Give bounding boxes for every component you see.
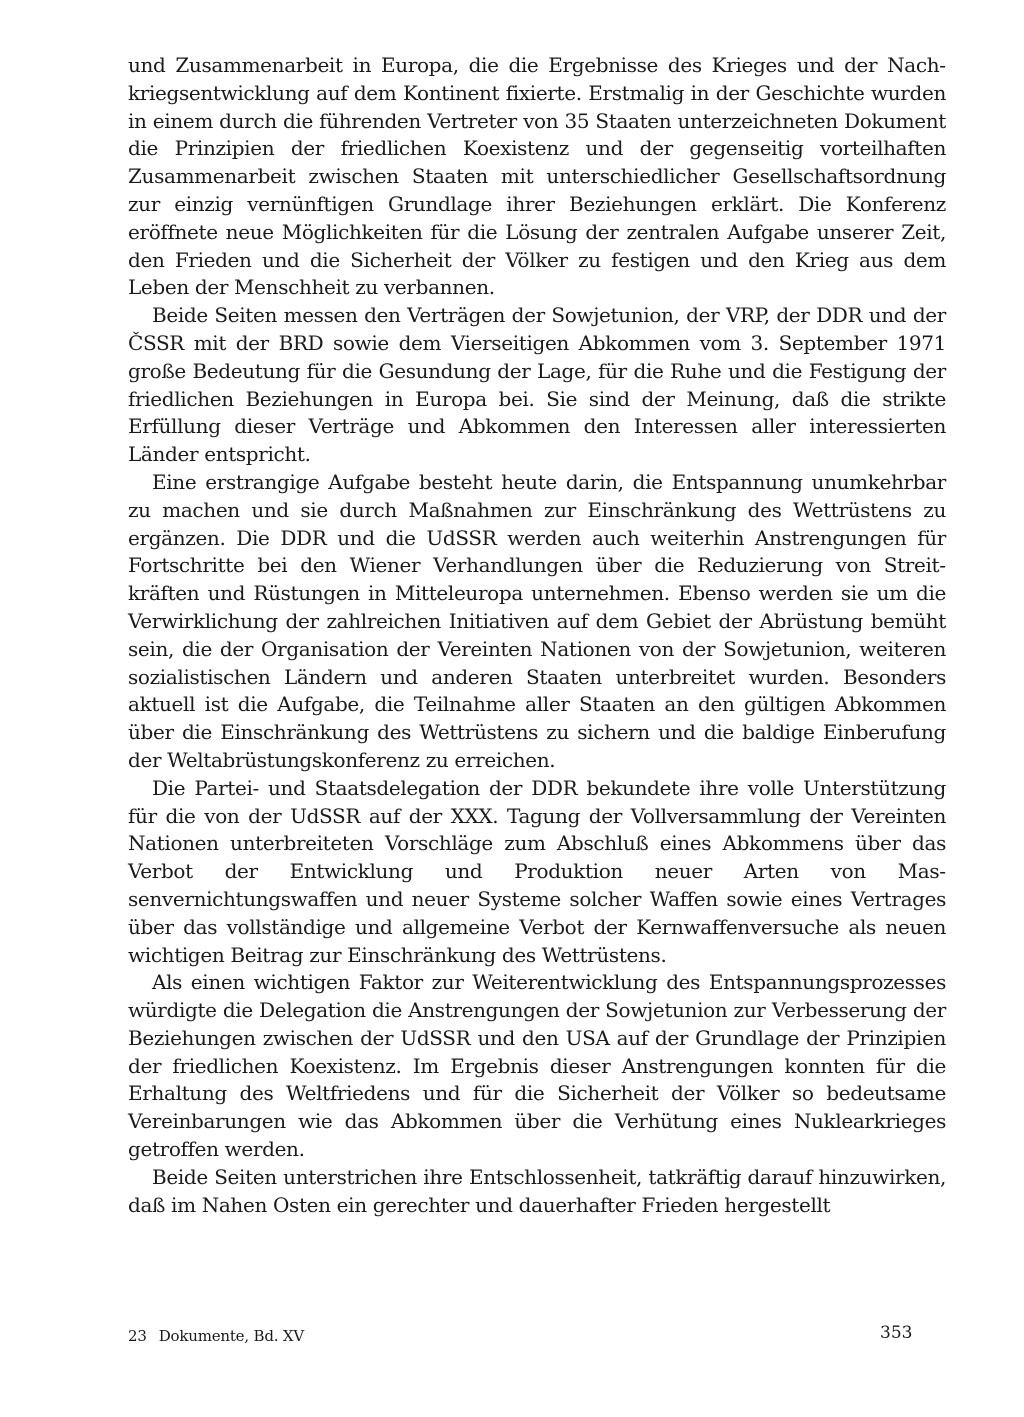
sheet-signature xyxy=(128,1327,304,1345)
paragraph: Als einen wichtigen Faktor zur Weiterentwicklung des Entspannungsprozesses würdigte die Delegation die Anstrengungen der Sowjetunion zur Verbesserung der Beziehungen zwischen der UdSSR und den USA auf der Grundlage der Prinzipien der friedlichen Koexistenz. Im Ergebnis dieser Anstrengungen konnten für die Erhaltung des Weltfriedens und für die Sicherheit der Völker so bedeutsame Vereinbarungen wie das Abkommen über die Verhütung eines Nuklearkrieges getroffen werden. xyxy=(128,970,946,1162)
paragraph-continuation: und Zusammenarbeit in Europa, die die Ergebnisse des Krieges und der Nachkriegsentwicklung auf dem Kontinent fixierte. Erstmalig in der Geschichte wurden in einem durch die führenden Vertreter von 35 Staaten unterzeichneten Dokument die Prinzipien der friedlichen Koexistenz und der gegenseitig vorteilhaften Zusammenarbeit zwischen Staaten mit unterschiedlicher Gesellschaftsordnung zur einzig vernünftigen Grundlage ihrer Beziehungen erklärt. Die Konferenz eröffnete neue Möglichkeiten für die Lösung der zentralen Aufgabe unserer Zeit, den Frieden und die Sicherheit der Völker zu festigen und den Krieg aus dem Leben der Menschheit zu verbannen. xyxy=(128,53,946,300)
signature-text: Dokumente, Bd. XV xyxy=(158,1327,304,1345)
body-text xyxy=(128,52,946,1219)
page-number: 353 xyxy=(880,1323,913,1343)
paragraph: Beide Seiten unterstrichen ihre Entschlossenheit, tatkräftig darauf hinzuwirken, daß im Nahen Osten ein gerechter und dauerhafter Frieden hergestellt xyxy=(128,1164,946,1217)
paragraph: Eine erstrangige Aufgabe besteht heute darin, die Entspannung unumkehrbar zu machen und sie durch Maßnahmen zur Einschränkung des Wettrüstens zu ergänzen. Die DDR und die UdSSR werden auch weiterhin Anstrengungen für Fortschritte bei den Wiener Verhandlungen über die Reduzierung von Streitkräften und Rüstungen in Mitteleuropa unternehmen. Ebenso werden sie um die Verwirklichung der zahlreichen Initiativen auf dem Gebiet der Abrüstung bemüht sein, die der Organisation der Vereinten Nationen von der Sowjetunion, weiteren sozialistischen Ländern und anderen Staaten unterbreitet wurden. Besonders aktuell ist die Aufgabe, die Teilnahme aller Staaten an den gültigen Abkommen über die Einschränkung des Wettrüstens zu sichern und die baldige Einberufung der Weltabrüstungskonferenz zu erreichen. xyxy=(128,469,946,772)
paragraph: Die Partei- und Staatsdelegation der DDR bekundete ihre volle Unterstützung für die von der UdSSR auf der XXX. Tagung der Vollversammlung der Vereinten Nationen unterbreiteten Vorschläge zum Abschluß eines Abkommens über das Verbot der Entwicklung und Produktion neuer Arten von Massenvernichtungswaffen und neuer Systeme solcher Waffen sowie eines Vertrages über das vollständige und allgemeine Verbot der Kernwaffenversuche als neuen wichtigen Beitrag zur Einschränkung des Wettrüstens. xyxy=(128,775,946,967)
paragraph: Beide Seiten messen den Verträgen der Sowjetunion, der VRP, der DDR und der ČSSR mit der BRD sowie dem Vierseitigen Abkommen vom 3. September 1971 große Bedeutung für die Gesundung der Lage, für die Ruhe und die Festigung der friedlichen Beziehungen in Europa bei. Sie sind der Meinung, daß die strikte Erfüllung dieser Verträge und Abkommen den Interessen aller interessierten Länder entspricht. xyxy=(128,303,946,467)
signature-number: 23 xyxy=(128,1327,147,1345)
